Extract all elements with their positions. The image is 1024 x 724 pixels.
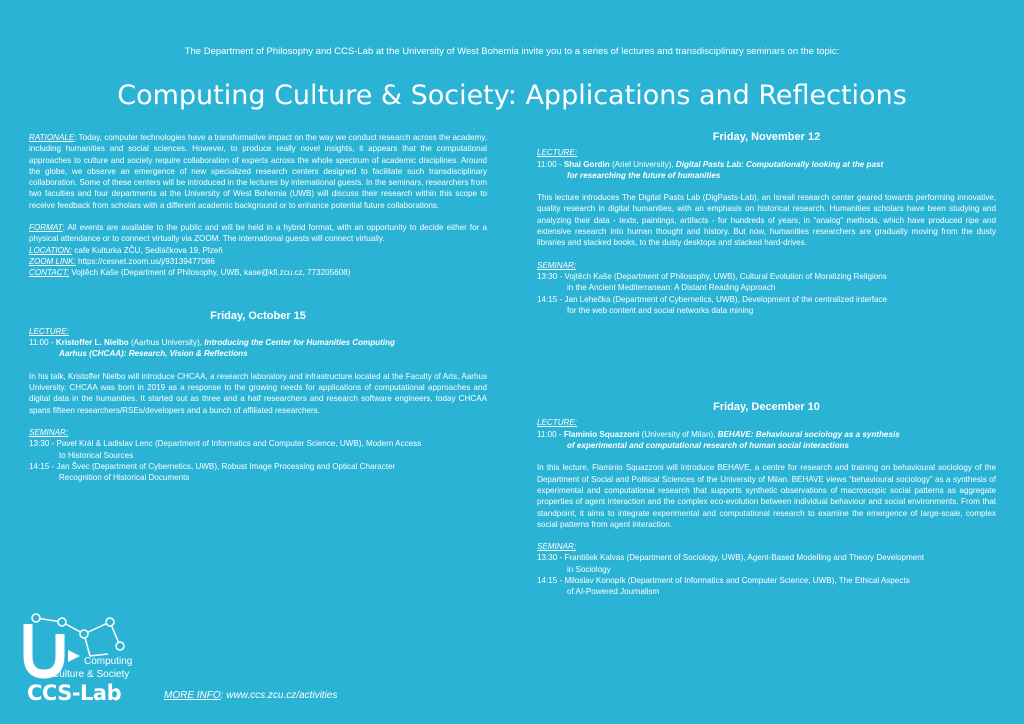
october-lecture-time: 11:00 -	[29, 338, 56, 348]
format-paragraph	[29, 222, 487, 245]
december-talk-title-cont: of experimental and computational research of human social interactions	[567, 441, 850, 451]
logo-line-1: Computing	[84, 656, 133, 667]
location-label: LOCATION:	[29, 245, 73, 255]
december-seminar-2-cont: of AI-Powered Journalism	[567, 587, 660, 597]
november-seminar-1-cont: in the Ancient Mediterranean: A Distant Reading Approach	[567, 283, 776, 293]
rationale-label: RATIONALE	[29, 133, 75, 142]
november-lecture-line	[537, 159, 996, 170]
november-speaker: Shai Gordin	[563, 159, 610, 169]
zoom-link[interactable]: https://cesnet.zoom.us/j/93139477086	[75, 256, 215, 266]
october-talk-title-cont: Aarhus (CHCAA): Research, Vision & Reflections	[59, 349, 248, 359]
november-talk-title: Digital Pasts Lab: Computationally looking at the past	[675, 159, 884, 169]
logo-line-2: Culture & Society	[52, 669, 130, 680]
october-speaker: Kristoffer L. Nielbo	[55, 338, 129, 348]
december-lecture-label: LECTURE:	[537, 418, 578, 428]
november-date-heading: Friday, November 12	[712, 131, 821, 143]
zoom-label: ZOOM LINK:	[29, 256, 76, 266]
december-seminar-1-cont: in Sociology	[567, 564, 611, 574]
october-lecture-label: LECTURE:	[29, 326, 70, 336]
december-affiliation: (University of Milan),	[639, 429, 718, 439]
november-seminar-2: 14:15 - Jan Lehečka (Department of Cybernetics, UWB), Development of the centralized interface	[537, 294, 887, 304]
page-title: Computing Culture & Society: Applications and Reflections	[117, 80, 907, 111]
december-seminar-1: 13:30 - František Kalvas (Department of Sociology, UWB), Agent-Based Modelling and Theory Development	[537, 553, 925, 563]
more-info-label: MORE INFO	[164, 690, 221, 701]
december-abstract: In this lecture, Flaminio Squazzoni will introduce BEHAVE, a centre for research and training on behavioural sociology of the Department of Social and Political Sciences of the University of Milan. BEHAVE views “behavioural sociology” as a synthesis of experimental and computational research that supports synthetic observations of macroscopic social patterns as aggregate properties of agent interaction and the complex eco-evolution between individual behaviour and social environments. From that standpoint, it aims to integrate experimental and computational research to examine the emergence of large-scale, complex social patterns from agent interaction.	[537, 463, 996, 529]
november-affiliation: (Ariel University),	[609, 159, 676, 169]
november-seminar-label: SEMINAR:	[537, 260, 577, 270]
november-lecture-time: 11:00 -	[537, 159, 564, 169]
december-seminar-2: 14:15 - Miloslav Konopík (Department of Informatics and Computer Science, UWB), The Ethical Aspects	[537, 576, 910, 586]
contact-label: CONTACT:	[29, 268, 70, 278]
december-date-heading: Friday, December 10	[713, 401, 820, 414]
location-text: cafe Kulturka ZČU, Sedláčkova 19, Plzeň	[72, 245, 223, 255]
rationale-paragraph	[29, 132, 487, 211]
november-seminar-1: 13:30 - Vojtěch Kaše (Department of Philosophy, UWB), Cultural Evolution of Moralizing Religions	[537, 271, 887, 281]
contact-text: Vojtěch Kaše (Department of Philosophy, UWB, kase@kfi.zcu.cz, 773205608)	[69, 268, 351, 278]
invitation-intro: The Department of Philosophy and CCS-Lab at the University of West Bohemia invite you to a series of lectures and transdisciplinary seminars on the topic:	[184, 46, 840, 57]
october-seminar-1: 13:30 - Pavel Král & Ladislav Lenc (Department of Informatics and Computer Science, UWB), Modern Access	[29, 439, 422, 449]
october-talk-title: Introducing the Center for Humanities Computing	[204, 338, 395, 348]
november-seminar-2-cont: for the web content and social networks data mining	[567, 305, 754, 315]
october-seminar-2-cont: Recognition of Historical Documents	[59, 473, 190, 483]
logo-wordmark: CCS-Lab	[27, 681, 122, 705]
october-lecture-line	[29, 337, 487, 348]
december-talk-title: BEHAVE: Behavioural sociology as a synthesis	[717, 429, 900, 439]
zoom-line	[29, 256, 487, 267]
october-seminar-2: 14:15 - Jan Švec (Department of Cybernetics, UWB), Robust Image Processing and Optical Character	[29, 461, 396, 471]
format-text: : All events are available to the public and will be held in a hybrid format, with an opportunity to decide either for a physical attendance or to connect virtually via ZOOM. The international guests will connect virtually.	[29, 223, 487, 244]
right-column	[537, 132, 996, 598]
october-seminar-1-cont: to Historical Sources	[59, 450, 134, 460]
more-info-link[interactable]: : www.ccs.zcu.cz/activities	[220, 690, 338, 701]
december-seminar-label: SEMINAR:	[537, 542, 577, 552]
november-abstract: This lecture introduces The Digital Pasts Lab (DigPasts-Lab), an Isreali research center geared towards performing innovative, quality research in digital humanities, with an emphasis on historical research. Humanities scholars have been studying and analyzing their data - texts, paintings, artifacts - for hundreds of years, in “analog” methods, which have produced ripe and extensive research into human thought and history. But now, humanities researchers are gradually moving from the dusty libraries and stacked books, to the dusty desktops and stacked hard-drives.	[537, 193, 996, 248]
rationale-text: : Today, computer technologies have a transformative impact on the way we conduct research across the academy, including humanities and social sciences. However, to produce really novel insights, it appears that the computational approaches to culture and society require collaboration of experts across the whole spectrum of academic disciplines. Around the globe, we observe an emergence of new specialized research centers designed to facilitate such transdisciplinary collaboration. Some of these centers will be introduced in the lectures by international guests. In the seminars, researchers from two faculties and four departments at the University of West Bohemia (UWB) will discuss their research within this scope to receive feedback from scholars with a different academic background or to enhance potential future collaborations.	[29, 133, 487, 210]
november-lecture-label: LECTURE:	[537, 148, 578, 158]
december-speaker: Flaminio Squazzoni	[563, 429, 640, 439]
format-label: FORMAT	[29, 223, 63, 233]
contact-line	[29, 267, 487, 278]
more-info	[164, 690, 337, 701]
november-talk-title-cont: for researching the future of humanities	[567, 170, 721, 180]
october-date-heading: Friday, October 15	[210, 309, 306, 322]
october-seminar-label: SEMINAR:	[29, 427, 69, 437]
october-affiliation: (Aarhus University),	[128, 338, 205, 348]
october-abstract: In his talk, Kristoffer Nielbo will introduce CHCAA, a research laboratory and infrastructure located at the Faculty of Arts, Aarhus University. CHCAA was born in 2019 as a response to the growing needs for applications of computational approaches and digital data in the humanities. It started out as three and a half researchers and research software engineers, today CHCAA spans fifteen researchers/RSEs/developers and a bunch of affiliated researchers.	[29, 371, 487, 415]
december-lecture-line	[537, 429, 996, 440]
location-line	[29, 245, 487, 256]
left-column	[29, 132, 487, 483]
december-lecture-time: 11:00 -	[537, 429, 564, 439]
